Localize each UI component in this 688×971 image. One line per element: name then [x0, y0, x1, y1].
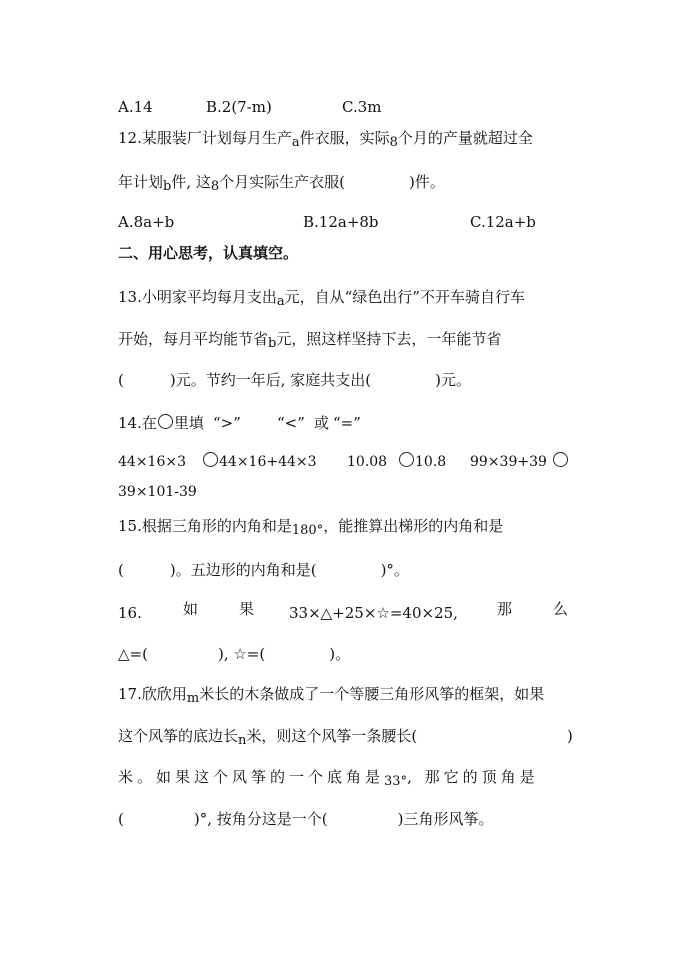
q13-var-a: a	[276, 294, 285, 309]
q14-line1	[118, 413, 204, 433]
q16-word: 那	[497, 600, 513, 618]
q17-text: (	[118, 810, 124, 828]
q13-var-b: b	[268, 336, 277, 351]
q13-text: 13.小明家平均每月支出	[118, 288, 277, 306]
q14-expr-left: 44×16×3	[118, 454, 186, 470]
q14-text: 里填	[173, 414, 204, 432]
q15-text: )°。	[380, 561, 409, 579]
q12-option-c: C.12a+b	[470, 213, 536, 231]
q14-or-text: 或	[314, 414, 330, 432]
q12-num-8: 8	[389, 135, 398, 150]
q13-text: )元。节约一年后, 家庭共支出(	[169, 371, 372, 389]
q17-text: 17.欣欣用	[118, 685, 187, 703]
q12-text: 件, 这	[171, 173, 211, 191]
q16-text: △=(	[118, 645, 148, 663]
q14-lt-symbol: “<”	[277, 414, 305, 432]
q13-text: 开始，每月平均能节省	[118, 330, 269, 348]
q12-text: 件衣服，实际	[299, 129, 390, 147]
q12-text: )件。	[409, 173, 445, 191]
q14-expr1-right	[202, 452, 317, 472]
q12-var-a: a	[291, 135, 300, 150]
q11-option-b: B.2(7-m)	[206, 98, 272, 116]
q12-text: 个月实际生产衣服(	[219, 173, 346, 191]
circle-blank[interactable]	[203, 452, 218, 467]
q14-expr-left: 10.08	[347, 454, 388, 470]
q14-expr3	[470, 452, 547, 472]
q12-line1	[118, 128, 533, 153]
q12-text: 12.某服装厂计划每月生产	[118, 129, 292, 147]
q16-text: ), ☆=(	[217, 645, 266, 663]
circle-blank[interactable]	[158, 414, 173, 429]
q14-expr2-right	[398, 452, 446, 472]
q17-text: )三角形风筝。	[397, 810, 494, 828]
q17-line4	[118, 809, 493, 829]
q15-text: 15.根据三角形的内角和是	[118, 517, 292, 535]
circle-blank[interactable]	[553, 452, 568, 467]
q16-expression: 33×△+25×☆=40×25,	[289, 604, 458, 622]
q16-word: 果	[239, 600, 255, 618]
q15-degree: 180°	[291, 523, 324, 538]
q17-line2	[118, 726, 417, 751]
q13-text: )元。	[435, 371, 471, 389]
q14-eq-symbol: “=”	[333, 414, 361, 432]
q15-line2	[118, 560, 409, 580]
q14-expr1	[118, 452, 186, 472]
q16-line2	[118, 644, 350, 664]
q16-number: 16.	[118, 604, 142, 622]
q15-text: (	[118, 561, 124, 579]
q17-text: 米。如果这个风筝的一个底角是	[118, 768, 385, 786]
q13-text: 元，照这样坚持下去，一年能节省	[276, 330, 502, 348]
q17-line2-close: )	[567, 727, 573, 745]
q17-degree: 33°	[384, 774, 408, 789]
q14-gt-symbol: “>”	[213, 414, 241, 432]
q15-line1	[118, 516, 503, 541]
q14-expr3-circle	[552, 452, 569, 472]
q11-option-c: C.3m	[342, 98, 382, 116]
q17-text: 米长的木条做成了一个等腰三角形风筝的框架，如果	[199, 685, 545, 703]
q17-var-n: n	[238, 733, 247, 748]
q16-text: )。	[329, 645, 351, 663]
q17-line1	[118, 684, 544, 709]
q15-text: )。五边形的内角和是(	[169, 561, 317, 579]
q17-text: 这个风筝的底边长	[118, 727, 239, 745]
q12-text: 年计划	[118, 173, 164, 191]
q14-expr3-right: 39×101-39	[118, 484, 197, 500]
q14-text: 14.在	[118, 414, 157, 432]
section-title: 二、用心思考，认真填空。	[118, 244, 299, 262]
q12-var-b: b	[163, 179, 172, 194]
q11-option-a: A.14	[118, 98, 153, 116]
q14-expr2	[347, 452, 387, 472]
q12-text: 个月的产量就超过全	[397, 129, 533, 147]
q12-option-b: B.12a+8b	[303, 213, 379, 231]
q17-text: 米，则这个风筝一条腰长(	[246, 727, 418, 745]
q17-text: )°, 按角分这是一个(	[193, 810, 328, 828]
q13-text: 元，自从“绿色出行”不开车骑自行车	[284, 288, 525, 306]
q12-option-a: A.8a+b	[118, 213, 175, 231]
q14-expr-left: 99×39+39	[470, 454, 547, 470]
q17-text: , 那它的顶角是	[407, 768, 539, 786]
q14-expr-right: 44×16+44×3	[219, 454, 317, 470]
q17-var-m: m	[186, 691, 200, 706]
q13-text: (	[118, 371, 124, 389]
q15-text: ，能推算出梯形的内角和是	[323, 517, 504, 535]
q12-num-8: 8	[210, 179, 220, 194]
q16-word: 如	[183, 600, 199, 618]
q12-line2	[118, 172, 445, 197]
q13-line3	[118, 370, 471, 390]
q14-expr-right: 10.8	[415, 454, 447, 470]
q13-line2	[118, 329, 501, 354]
q17-line3	[118, 767, 539, 792]
q13-line1	[118, 287, 525, 312]
q16-word: 么	[553, 600, 569, 618]
circle-blank[interactable]	[399, 452, 414, 467]
